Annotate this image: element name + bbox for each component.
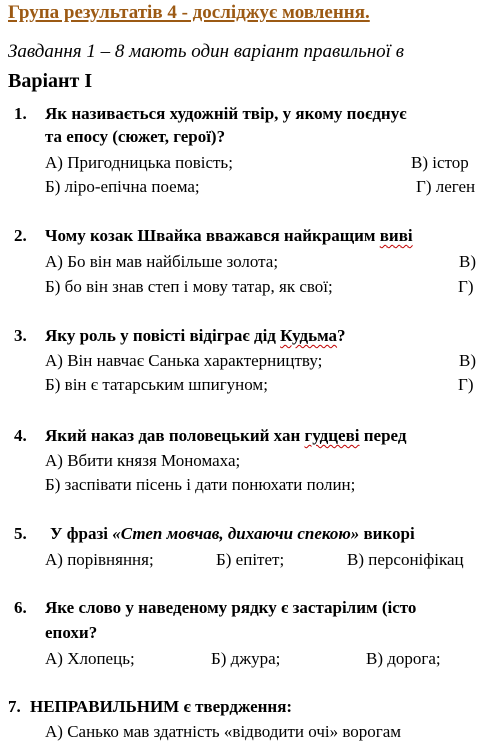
question-text: Як називається художній твір, у якому поєднує [45, 104, 407, 123]
option-c: В) [459, 252, 476, 271]
option-b: Б) заспівати пісень і дати понюхати полин; [45, 475, 356, 494]
option-a: А) Бо він мав найбільше золота; [45, 252, 279, 271]
question-number: 4. [14, 426, 27, 445]
variant-title: Варіант І [8, 70, 93, 92]
option-d: Г) [458, 277, 474, 296]
option-c: В) персоніфікац [347, 550, 464, 569]
option-a: А) Пригодницька повість; [45, 153, 233, 172]
instructions: Завдання 1 – 8 мають один варіант правильної в [8, 41, 404, 62]
question-number: 1. [14, 104, 27, 123]
quoted-phrase: «Степ мовчав, дихаючи спекою» [112, 524, 360, 543]
option-d: Г) [458, 375, 474, 394]
option-b: Б) епітет; [216, 550, 285, 569]
question-number: 3. [14, 326, 27, 345]
question-text-line2: та епосу (сюжет, герої)? [45, 127, 226, 146]
spellcheck-word: виві [379, 226, 413, 245]
question-text-line2: епохи? [45, 623, 98, 642]
question-number: 2. [14, 226, 27, 245]
question-text: Яку роль у повісті відіграє дід Кудьма? [45, 326, 346, 345]
option-b: Б) він є татарським шпигуном; [45, 375, 268, 394]
spellcheck-word: Кудьма [280, 326, 338, 345]
question-number: 5. [14, 524, 27, 543]
option-a: А) Вбити князя Мономаха; [45, 451, 241, 470]
question-text: Чому козак Швайка вважався найкращим виві [45, 226, 413, 245]
option-d: Г) леген [416, 177, 476, 196]
option-b: Б) ліро-епічна поема; [45, 177, 200, 196]
question-number: 6. [14, 598, 27, 617]
option-c: В) дорога; [366, 649, 441, 668]
option-b: Б) джура; [211, 649, 281, 668]
question-text: У фразі «Степ мовчав, дихаючи спекою» викорі [50, 524, 415, 543]
option-c: В) [459, 351, 476, 370]
page-header: Група результатів 4 - досліджує мовлення. [8, 2, 370, 23]
question-text: Який наказ дав половецький хан гудцеві перед [45, 426, 407, 445]
option-a: А) Хлопець; [45, 649, 135, 668]
spellcheck-word: гудцеві [304, 426, 360, 445]
question-text: Яке слово у наведеному рядку є застарілим (істо [45, 598, 417, 617]
option-a: А) порівняння; [45, 550, 154, 569]
option-b: Б) бо він знав степ і мову татар, як свої; [45, 277, 333, 296]
option-a: А) Санько мав здатність «відводити очі» ворогам [45, 722, 402, 741]
question-number: 7. [8, 697, 21, 716]
question-text: НЕПРАВИЛЬНИМ є твердження: [30, 697, 293, 716]
option-a: А) Він навчає Санька характерництву; [45, 351, 323, 370]
option-c: В) істор [411, 153, 469, 172]
